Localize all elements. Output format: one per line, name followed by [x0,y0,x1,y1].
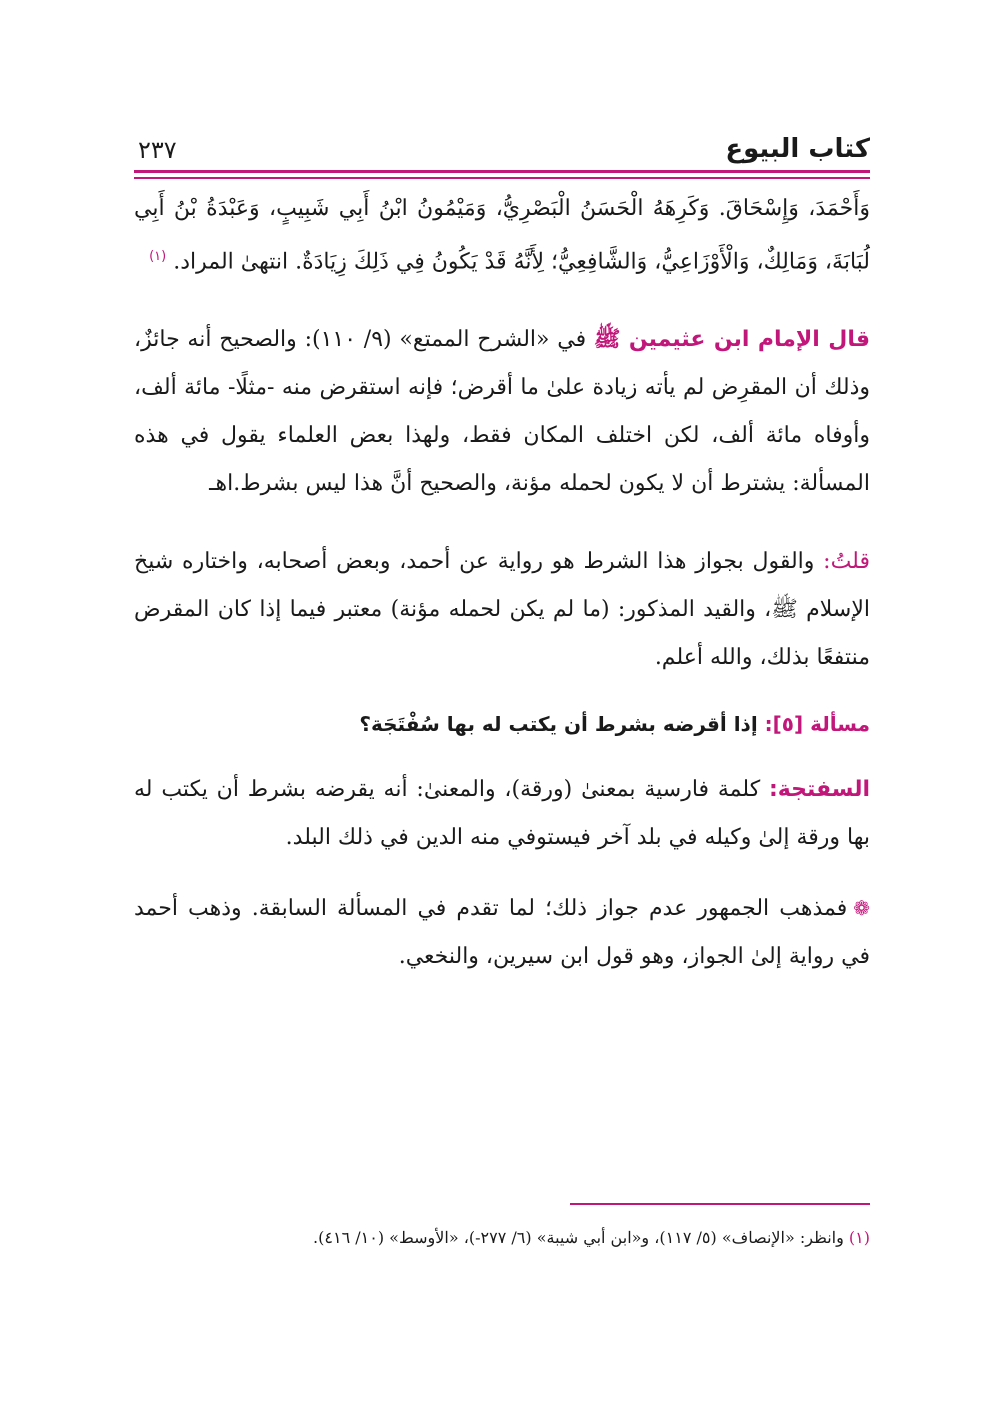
header-rule-thick [134,170,870,173]
footnote-divider [570,1203,870,1205]
issue-heading [134,704,870,744]
page-header [134,120,870,164]
page-number: ٢٣٧ [138,136,177,164]
quote-paragraph [134,185,870,286]
footnote-reference: (١) [149,249,167,264]
quote-text: وَأَحْمَدَ، وَإِسْحَاقَ. وَكَرِهَهُ الْحَسَنُ الْبَصْرِيُّ، وَمَيْمُونُ ابْنُ أَبِي شَبِيبٍ، وَعَبْدَةُ بْنُ أَبِي لُبَابَةَ، وَمَالِكٌ، وَالْأَوْزَاعِيُّ، وَالشَّافِعِيُّ؛ لِأَنَّهُ قَدْ يَكُونُ فِي ذَلِكَ زِيَادَةٌ. انتهىٰ المراد. [134,196,870,275]
bullet-text: فمذهب الجمهور عدم جواز ذلك؛ لما تقدم في المسألة السابقة. وذهب أحمد في رواية إلىٰ الجواز، وهو قول ابن سيرين، والنخعي. [134,896,870,970]
footnote [134,1225,870,1251]
suftaja-paragraph [134,766,870,862]
page-body [134,120,870,981]
bullet-paragraph [134,884,870,981]
qultu-paragraph [134,538,870,682]
footnote-text: وانظر: «الإنصاف» (٥/ ١١٧)، و«ابن أبي شيبة» (٦/ ٢٧٧-)، «الأوسط» (١٠/ ٤١٦). [313,1228,849,1247]
speaker-name: قال الإمام ابن عثيمين ﷺ [593,327,871,353]
uthaymeen-text: في «الشرح الممتع» (٩/ ١١٠): والصحيح أنه جائزٌ، وذلك أن المقرِض لم يأته زيادة علىٰ ما أقرض؛ فإنه استقرض منه -مثلًا- مائة ألف، وأوفاه مائة ألف، لكن اختلف المكان فقط، ولهذا بعض العلماء يقول في هذه المسألة: يشترط أن لا يكون لحمله مؤنة، والصحيح أنَّ هذا ليس بشرط.اهـ [134,327,871,497]
qultu-label: قلتُ: [823,549,870,575]
suftaja-label: السفتجة: [769,777,870,803]
uthaymeen-paragraph [134,316,870,508]
header-rule-thin [134,177,870,179]
suftaja-text: كلمة فارسية بمعنىٰ (ورقة)، والمعنىٰ: أنه يقرضه بشرط أن يكتب له بها ورقة إلىٰ وكيله في بلد آخر فيستوفي منه الدين في ذلك البلد. [134,777,870,851]
issue-title-text: إذا أقرضه بشرط أن يكتب له بها سُفْتَجَة؟ [359,712,765,737]
flower-bullet-icon: ❁ [853,896,870,921]
chapter-title: كتاب البيوع [725,134,870,164]
issue-label: مسألة [٥]: [764,712,870,737]
qultu-text: والقول بجواز هذا الشرط هو رواية عن أحمد، وبعض أصحابه، واختاره شيخ الإسلام ﷺ، والقيد المذكور: (ما لم يكن لحمله مؤنة) معتبر فيما إذا كان المقرض منتفعًا بذلك، والله أعلم. [134,549,870,671]
footnote-number: (١) [848,1228,870,1247]
